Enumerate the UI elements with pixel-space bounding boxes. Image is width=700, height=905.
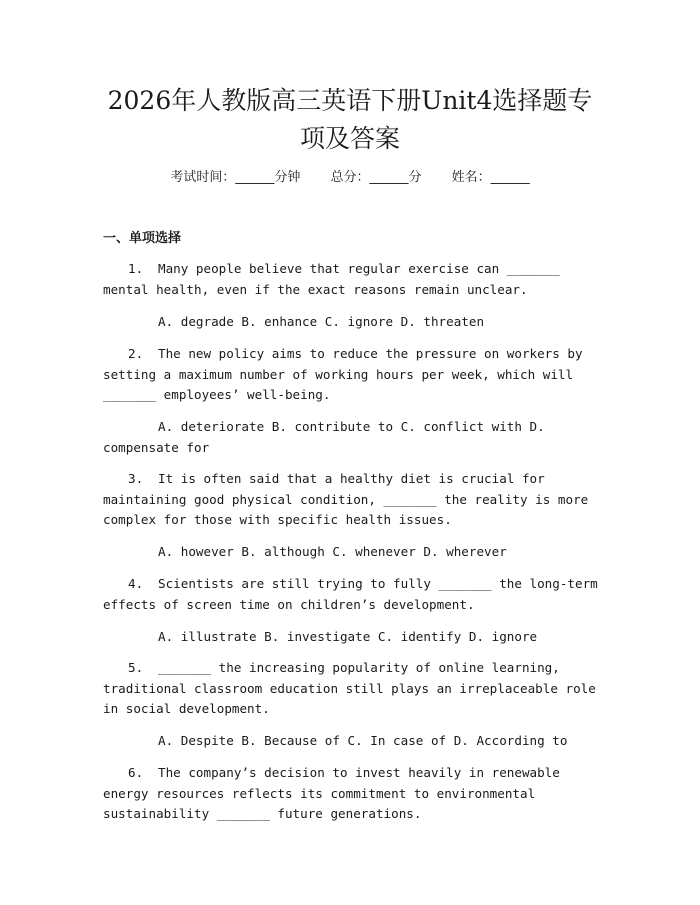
- question-4: [103, 574, 603, 615]
- question-stem: Many people believe that regular exercise can _______ mental health, even if the exact reasons remain unclear.: [103, 261, 560, 297]
- options-text: A. degrade B. enhance C. ignore D. threaten: [158, 314, 485, 329]
- exam-meta: [0, 168, 700, 188]
- options-text: A. illustrate B. investigate C. identify D. ignore: [158, 629, 538, 644]
- options-text: A. deteriorate B. contribute to C. conflict with D. compensate for: [103, 419, 545, 455]
- question-4-options: [103, 627, 593, 648]
- question-number: 2.: [128, 346, 144, 361]
- question-3-options: [103, 542, 593, 563]
- question-stem: The new policy aims to reduce the pressure on workers by setting a maximum number of working hours per week, which will _______ employees’ well-being.: [103, 346, 583, 402]
- question-2-options: [103, 417, 593, 458]
- options-text: A. Despite B. Because of C. In case of D. According to: [158, 733, 568, 748]
- exam-score: 总分：______分: [330, 170, 422, 185]
- question-stem: The company’s decision to invest heavily in renewable energy resources reflects its commitment to environmental sustainability _______ future generations.: [103, 765, 560, 821]
- question-number: 5.: [128, 660, 144, 675]
- question-number: 6.: [128, 765, 144, 780]
- section-title: 一、单项选择: [103, 231, 182, 246]
- question-number: 3.: [128, 471, 144, 486]
- question-1: [103, 259, 603, 300]
- question-5: [103, 658, 603, 720]
- question-3: [103, 469, 603, 531]
- exam-name: 姓名：______: [451, 170, 530, 185]
- exam-time: 考试时间：______分钟: [170, 170, 301, 185]
- question-number: 1.: [128, 261, 144, 276]
- question-number: 4.: [128, 576, 144, 591]
- question-stem: _______ the increasing popularity of online learning, traditional classroom education still plays an irreplaceable role in social development.: [103, 660, 596, 716]
- question-stem: Scientists are still trying to fully _______ the long-term effects of screen time on children’s development.: [103, 576, 598, 612]
- question-2: [103, 344, 603, 406]
- document-title: [80, 82, 620, 158]
- title-line-2: 项及答案: [299, 124, 400, 153]
- title-line-1: 2026年人教版高三英语下册Unit4选择题专: [107, 86, 593, 115]
- question-5-options: [103, 731, 593, 752]
- options-text: A. however B. although C. whenever D. wherever: [158, 544, 507, 559]
- question-1-options: [103, 312, 593, 333]
- question-stem: It is often said that a healthy diet is crucial for maintaining good physical condition, _______ the reality is more complex for those with specific health issues.: [103, 471, 589, 527]
- question-6: [103, 763, 603, 825]
